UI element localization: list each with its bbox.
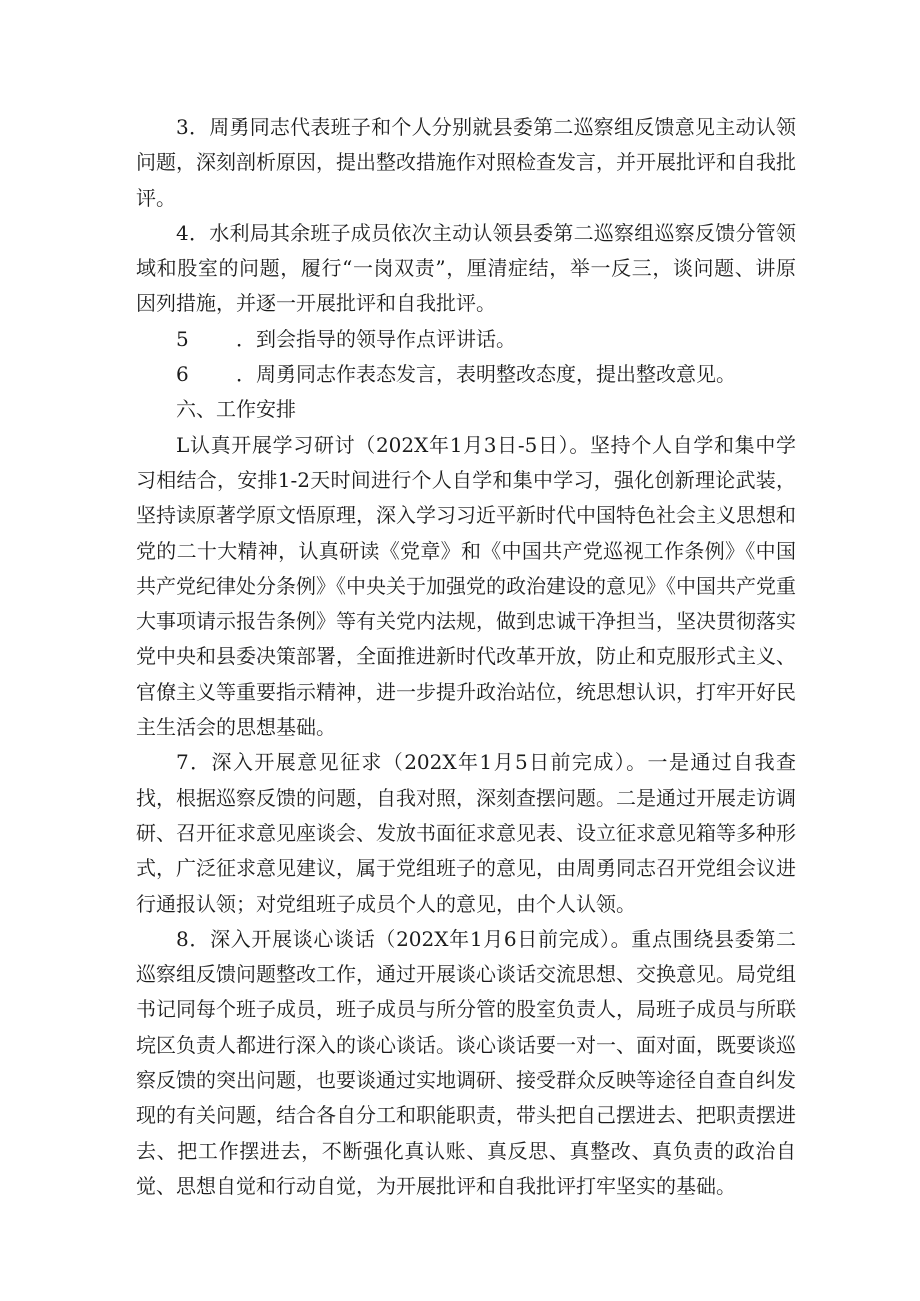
paragraph-item-8: 8．深入开展谈心谈话（202X年1月6日前完成）。重点围绕县委第二巡察组反馈问题整改工作，通过开展谈心谈话交流思想、交换意见。局党组书记同每个班子成员，班子成员与所分管的股室负责人，局班子成员与所联垸区负责人都进行深入的谈心谈话。谈心谈话要一对一、面对面，既要谈巡察反馈的突出问题，也要谈通过实地调研、接受群众反映等途径自查自纠发现的有关问题，结合各自分工和职能职责，带头把自己摆进去、把职责摆进去、把工作摆进去，不断强化真认账、真反思、真整改、真负责的政治自觉、思想自觉和行动自觉，为开展批评和自我批评打牢坚实的基础。 [136,926,796,1198]
list-item-6-text: ．周勇同志作表态发言，表明整改态度，提出整改意见。 [236,362,736,387]
paragraph-item-4: 4．水利局其余班子成员依次主动认领县委第二巡察组巡察反馈分管领域和股室的问题，履行“一岗双责”，厘清症结，举一反三，谈问题、讲原因列措施，并逐一开展批评和自我批评。 [136,220,796,316]
paragraph-item-3: 3．周勇同志代表班子和个人分别就县委第二巡察组反馈意见主动认领问题，深刻剖析原因，提出整改措施作对照检查发言，并开展批评和自我批评。 [136,115,796,210]
list-item-5 [136,322,796,357]
document-body [136,110,796,1204]
paragraph-item-7: 7．深入开展意见征求（202X年1月5日前完成）。一是通过自我查找，根据巡察反馈的问题，自我对照，深刻查摆问题。二是通过开展走访调研、召开征求意见座谈会、发放书面征求意见表、设立征求意见箱等多种形式，广泛征求意见建议，属于党组班子的意见，由周勇同志召开党组会议进行通报认领；对党组班子成员个人的意见，由个人认领。 [136,750,796,916]
list-item-5-number: 5 [176,326,189,351]
list-item-5-text: ．到会指导的领导作点评讲话。 [236,326,516,351]
list-item-6-number: 6 [176,362,189,387]
section-heading: 六、工作安排 [176,397,296,422]
list-item-6 [136,357,796,392]
paragraph-study: L认真开展学习研讨（202X年1月3日-5日）。坚持个人自学和集中学习相结合，安排1-2天时间进行个人自学和集中学习，强化创新理论武装，坚持读原著学原文悟原理，深入学习习近平新时代中国特色社会主义思想和党的二十大精神，认真研读《党章》和《中国共产党巡视工作条例》《中国共产党纪律处分条例》《中央关于加强党的政治建设的意见》《中国共产党重大事项请示报告条例》等有关党内法规，做到忠诚干净担当，坚决贯彻落实党中央和县委决策部署，全面推进新时代改革开放，防止和克服形式主义、官僚主义等重要指示精神，进一步提升政治站位，统思想认识，打牢开好民主生活会的思想基础。 [136,432,796,740]
